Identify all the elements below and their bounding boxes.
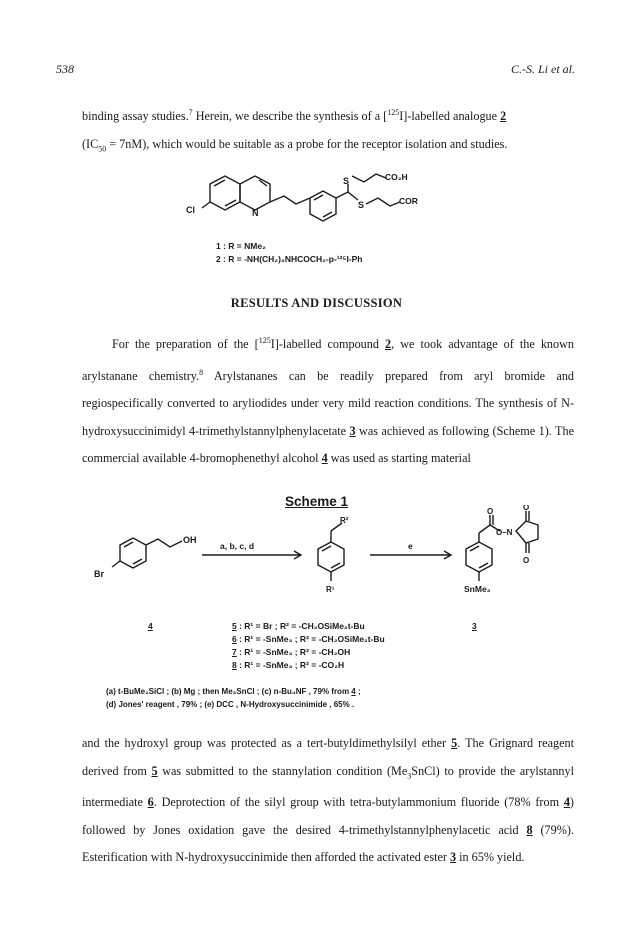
- scheme-1-diagram: [90, 505, 550, 615]
- p1-text-d: Arylstananes can be readily prepared from aryl bromide and regiospecifically converted to aryliodides under very mild reaction conditions. The synthesis of N-hydroxysuccinimidyl 4-trimethylstannylphenylacetate: [82, 368, 575, 438]
- n-atom: N: [252, 208, 259, 218]
- imide-o-bottom: O: [523, 556, 530, 565]
- snme3-group: SnMe₃: [464, 584, 491, 594]
- p2-compound-5: 5: [451, 736, 458, 750]
- p1-compound-2: 2: [385, 337, 392, 352]
- intro-paragraph: [82, 99, 574, 163]
- p2-text-g: (79%). Esterification with N-hydroxysuccinimide then afforded the activated ester: [82, 822, 574, 865]
- intro-text-5: = 7nM), which would be suitable as a probe for the receptor isolation and studies.: [106, 136, 508, 151]
- ref-8: 8: [199, 367, 204, 377]
- cmpd-5-num: 5: [232, 621, 237, 631]
- reagents-step-1: a, b, c, d: [220, 541, 255, 551]
- p2-text-b: . The Grignard reagent derived from: [82, 736, 574, 778]
- reagents-step-2: e: [408, 541, 413, 551]
- cmpd-6-line: [232, 634, 385, 644]
- cond1-end: ;: [355, 687, 361, 696]
- p1-text-a: For the preparation of the [: [112, 337, 259, 352]
- p1-text-c: , we took advantage of the known arylstanane chemistry.: [82, 337, 575, 383]
- p1-text-f: was used as starting material: [327, 451, 471, 466]
- intro-text-1: binding assay studies.: [82, 109, 189, 124]
- scheme-title-text: Scheme 1: [284, 494, 349, 509]
- s-atom-2: S: [358, 200, 365, 210]
- cmpd-7-line: [232, 647, 350, 657]
- isotope-125: 125: [387, 108, 400, 117]
- intro-text-2: Herein, we describe the synthesis of a [: [192, 109, 388, 124]
- paragraph-1: [82, 327, 574, 473]
- cmpd-8-text: : R¹ = -SnMe₃ ; R² = -CO₂H: [236, 660, 345, 670]
- r1-group: R¹: [326, 585, 335, 594]
- cmpd-6-text: : R¹ = -SnMe₃ ; R² = -CH₂OSiMe₂t-Bu: [236, 634, 385, 644]
- p2-compound-8: 8: [526, 822, 533, 837]
- ic50-sub: 50: [98, 144, 107, 153]
- page-number: 538: [56, 62, 74, 76]
- carbonyl-o: O: [487, 507, 494, 516]
- running-head-authors: C.-S. Li et al.: [510, 62, 575, 76]
- compound-2-label: 2 : R = -NH(CH₂)₃NHCOCH₂-p-¹²⁵I-Ph: [216, 254, 363, 264]
- p2-text-a: and the hydroxyl group was protected as a tert-butyldimethylsilyl ether: [82, 736, 452, 750]
- paragraph-2: [82, 730, 574, 872]
- cond1-num: 4: [351, 687, 356, 696]
- scheme-compound-3: 3: [472, 621, 477, 631]
- p2-text-e: . Deprotection of the silyl group with tetra-butylammonium fluoride (78% from: [153, 795, 564, 810]
- p2-compound-4: 4: [563, 795, 570, 810]
- intro-text-3: I]-labelled analogue: [399, 109, 501, 124]
- scheme-oh: OH: [183, 535, 197, 545]
- p1-compound-3: 3: [349, 423, 356, 438]
- cond1-text: (a) t-BuMe₂SiCl ; (b) Mg ; then Me₃SnCl ; (c) n-Bu₄NF , 79% from: [106, 687, 352, 696]
- cmpd-5-line: [232, 621, 365, 631]
- cor-group: COR: [399, 196, 418, 206]
- co2h-group: CO₂H: [385, 172, 408, 182]
- scheme-compound-4: 4: [148, 621, 153, 631]
- compound-1-label: 1 : R = NMe₂: [216, 241, 266, 251]
- p2-compound-3: 3: [449, 850, 457, 865]
- p1-compound-4: 4: [321, 451, 328, 466]
- p2-text-d: SnCl) to provide the arylstannyl intermediate: [82, 763, 574, 810]
- p1-text-b: I]-labelled compound: [270, 337, 386, 352]
- cmpd-8-num: 8: [232, 660, 237, 670]
- section-title: RESULTS AND DISCUSSION: [230, 296, 403, 310]
- s-atom-1: S: [343, 176, 350, 186]
- p2-sub-3: 3: [407, 770, 412, 780]
- conditions-line-2: (d) Jones' reagent , 79% ; (e) DCC , N-Hydroxysuccinimide , 65% .: [106, 700, 355, 709]
- ref-7: 7: [188, 108, 193, 117]
- ester-on: O–N: [496, 528, 513, 537]
- p2-compound-6: 6: [147, 795, 154, 810]
- p2-compound-5b: 5: [151, 763, 158, 778]
- p2-text-h: in 65% yield.: [456, 850, 525, 865]
- intro-text-4: (IC: [82, 136, 99, 151]
- cmpd-5-text: : R¹ = Br ; R² = -CH₂OSiMe₂t-Bu: [236, 621, 365, 631]
- imide-o-top: O: [523, 505, 530, 512]
- r2-group: R²: [340, 516, 349, 525]
- cmpd-7-num: 7: [232, 647, 237, 657]
- conditions-line-1: [106, 687, 361, 696]
- cmpd-8-line: [232, 660, 344, 670]
- p2-text-f: ) followed by Jones oxidation gave the desired 4-trimethylstannylphenylacetic acid: [82, 795, 574, 837]
- p2-text-c: was submitted to the stannylation condition (Me: [157, 763, 408, 778]
- cmpd-6-num: 6: [232, 634, 237, 644]
- p1-isotope: 125: [258, 336, 271, 345]
- compound-2-ref: 2: [500, 109, 507, 124]
- scheme-br: Br: [94, 569, 105, 579]
- cmpd-7-text: : R¹ = -SnMe₃ ; R² = -CH₂OH: [236, 647, 351, 657]
- p1-text-e: was achieved as following (Scheme 1). The commercial available 4-bromophenethyl alcohol: [82, 423, 574, 466]
- cl-atom: Cl: [186, 205, 195, 215]
